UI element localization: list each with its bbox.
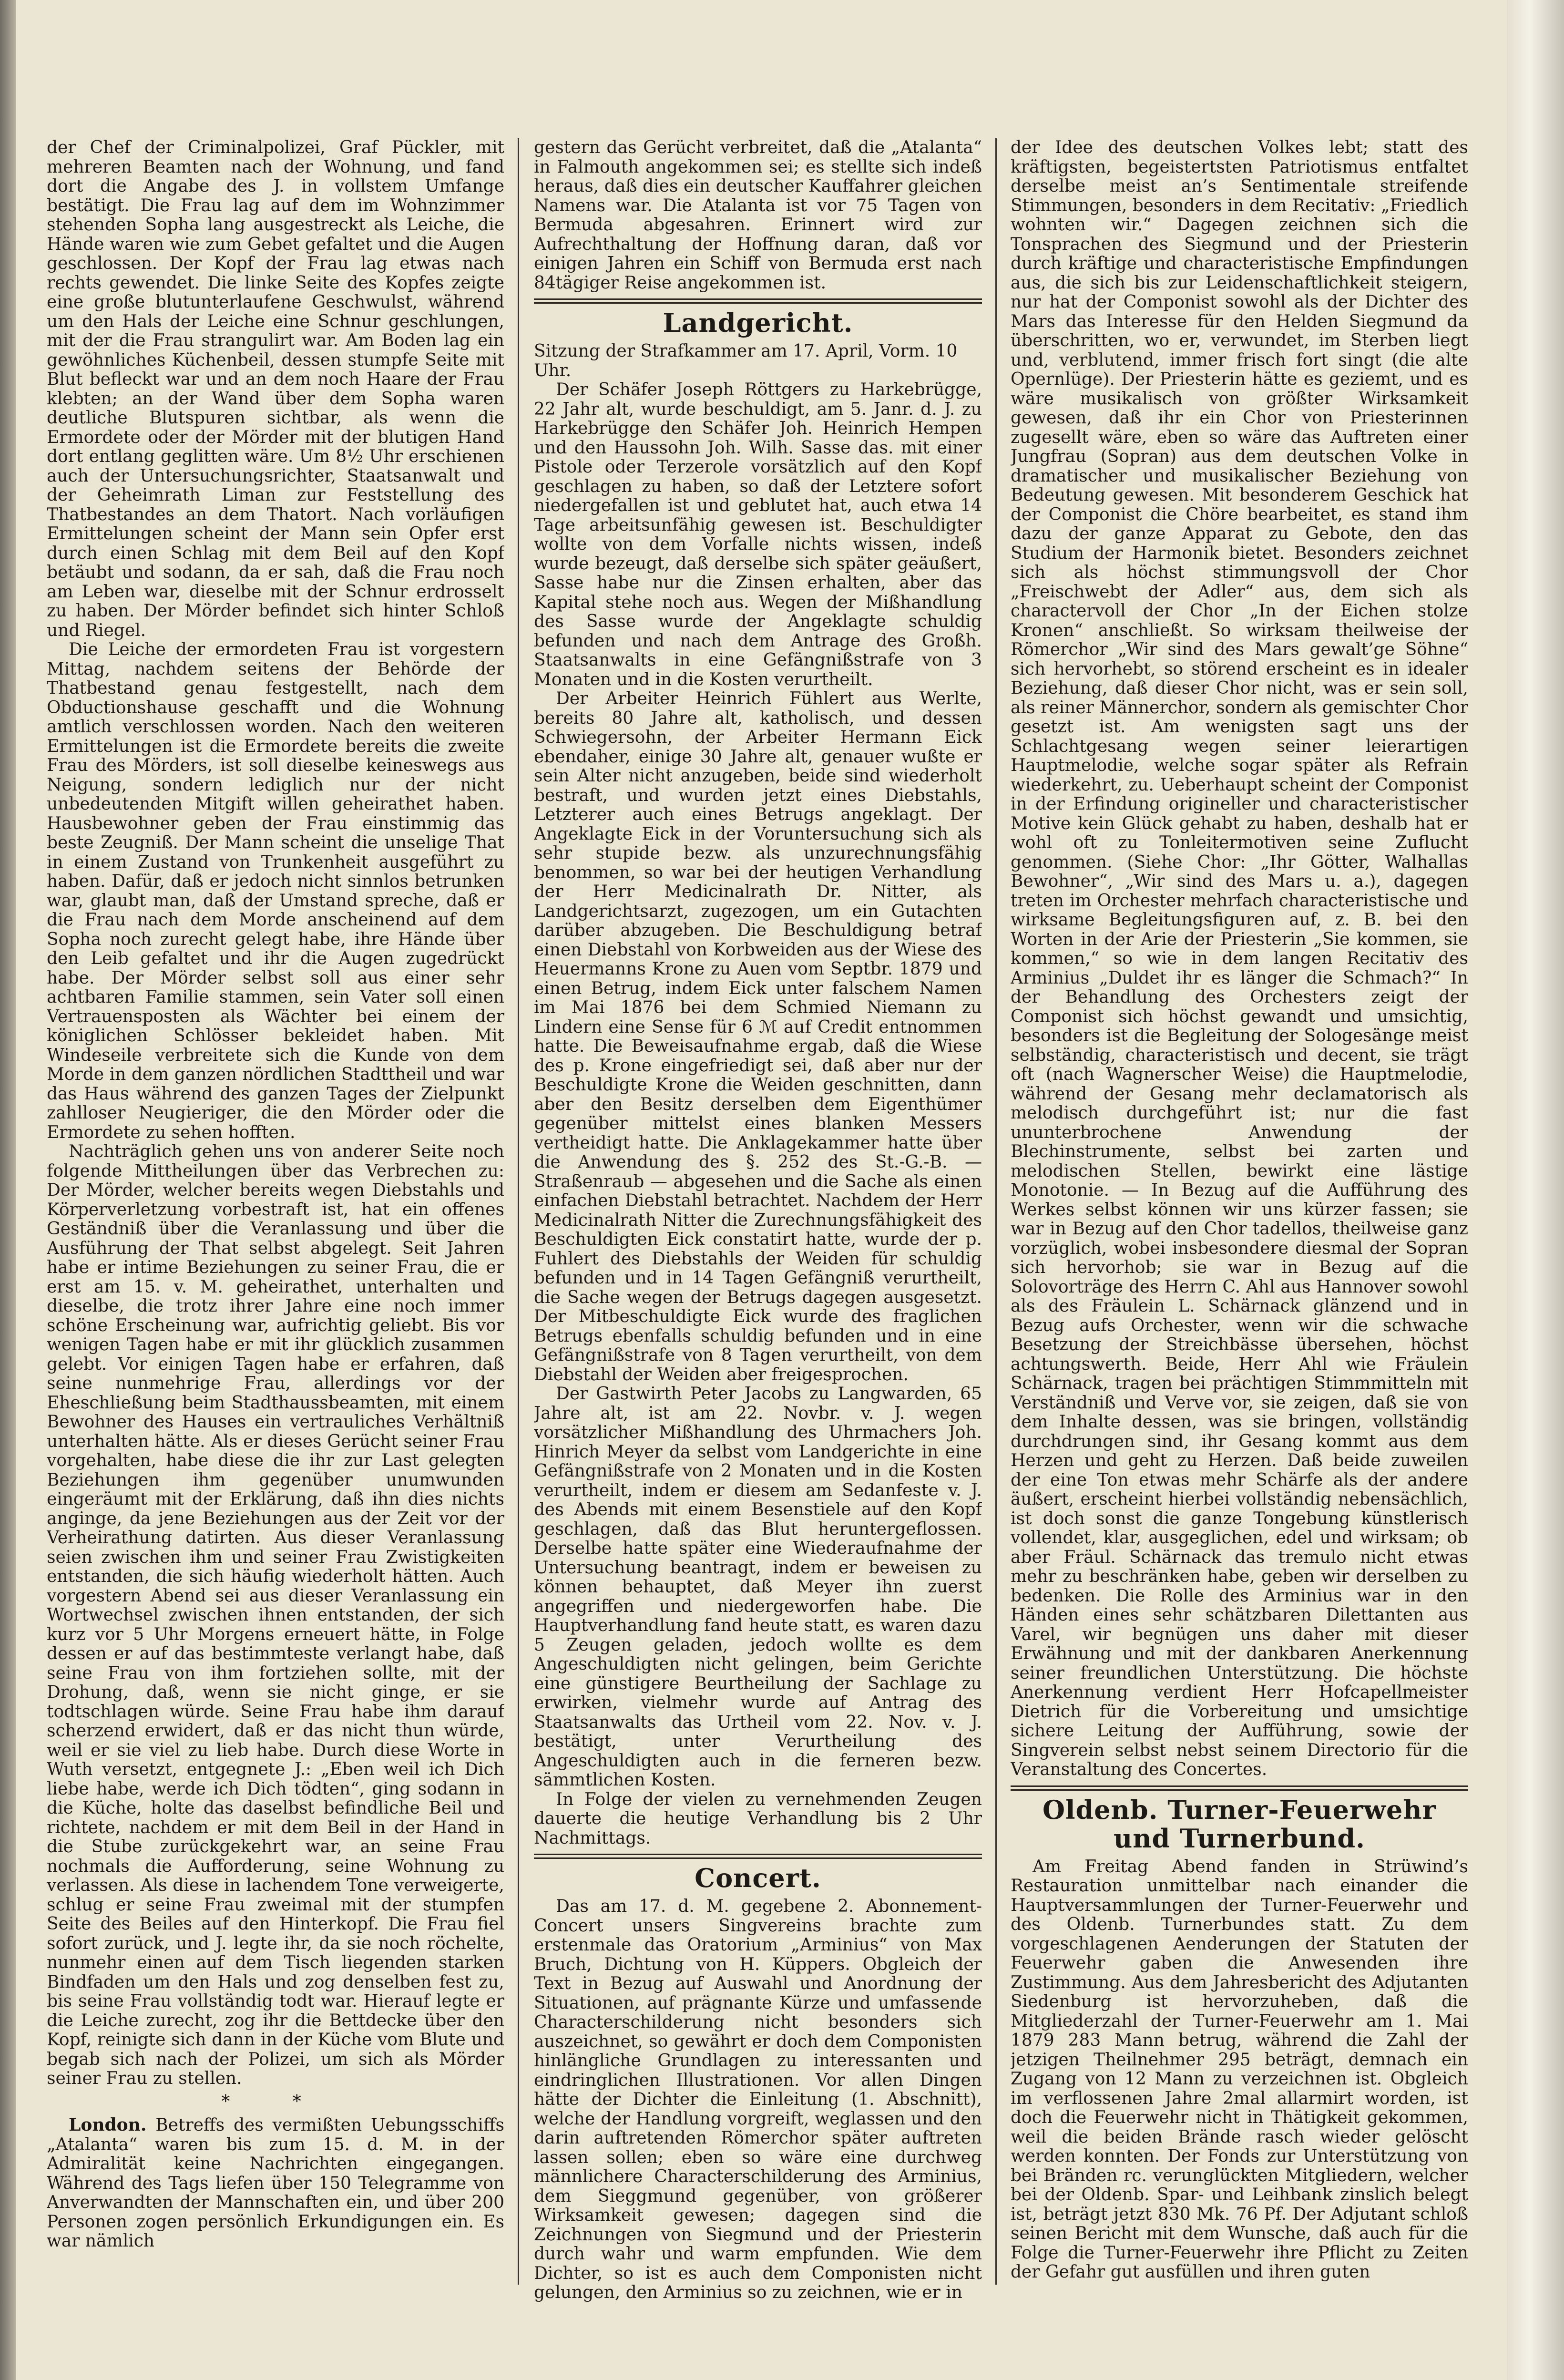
column-3 — [1011, 138, 1468, 2342]
article-paragraph: Der Schäfer Joseph Röttgers zu Harkebrügge, 22 Jahr alt, wurde beschuldigt, am 5. Janr. d. J. zu Harkebrügge den Schäfer Joh. Heinrich Hempen und den Haussohn Joh. Wilh. Sasse das. mit einer Pistole oder Terzerole vorsätzlich auf den Kopf geschlagen zu haben, so daß der Letztere sofort niedergefallen ist und geblutet hat, auch etwa 14 Tage arbeitsunfähig gewesen ist. Beschuldigter wollte von dem Vorfalle nichts wissen, indeß wurde bezeugt, daß derselbe sich später geäußert, Sasse habe nur die Zinsen erhalten, aber das Kapital stehe noch aus. Wegen der Mißhandlung des Sasse wurde der Angeklagte schuldig befunden und nach dem Antrage des Großh. Staatsanwalts in eine Gefängnißstrafe von 3 Monaten und in die Kosten verurtheilt. — [534, 380, 982, 689]
london-label: London. — [69, 2115, 147, 2135]
concert-heading: Concert. — [695, 1863, 821, 1893]
article-paragraph: Nachträglich gehen uns von anderer Seite noch folgende Mittheilungen über das Verbrechen zu: Der Mörder, welcher bereits wegen Diebstahls und Körperverletzung vorbestraft ist, hat ein offenes Geständniß über die Veranlassung und über die Ausführung der That selbst abgelegt. Seit Jahren habe er intime Beziehungen zu seiner Frau, die er erst am 15. v. M. geheirathet, unterhalten und dieselbe, die trotz ihrer Jahre eine noch immer schöne Erscheinung war, aufrichtig geliebt. Bis vor wenigen Tagen habe er mit ihr glücklich zusammen gelebt. Vor einigen Tagen habe er erfahren, daß seine nunmehrige Frau, allerdings vor der Eheschließung beim Stadthaussbeamten, mit einem Bewohner des Hauses ein vertrauliches Verhältniß unterhalten hätte. Als er dieses Gerücht seiner Frau vorgehalten, habe diese die ihr zur Last gelegten Beziehungen ihm gegenüber unumwunden eingeräumt mit der Erklärung, daß ihn dies nichts anginge, da jene Beziehungen aus der Zeit vor der Verheirathung datirten. Aus dieser Veranlassung seien zwischen ihm und seiner Frau Zwistigkeiten entstanden, die sich häufig wiederholt hätten. Auch vorgestern Abend sei aus dieser Veranlassung ein Wortwechsel zwischen ihnen entstanden, der sich kurz vor 5 Uhr Morgens erneuert hätte, in Folge dessen er auf das bestimmteste verlangt habe, daß seine Frau von ihm fortziehen sollte, mit der Drohung, daß, wenn sie nicht ginge, er sie todtschlagen würde. Seine Frau habe ihm darauf scherzend erwidert, daß er das nicht thun würde, weil er sie viel zu lieb habe. Durch diese Worte in Wuth versetzt, entgegnete J.: „Eben weil ich Dich liebe habe, werde ich Dich tödten“, ging sodann in die Küche, holte das daselbst befindliche Beil und richtete, nachdem er mit dem Beil in der Hand in die Stube zurückgekehrt war, an seine Frau nochmals die Aufforderung, seine Wohnung zu verlassen. Als diese in lachendem Tone verweigerte, schlug er seine Frau zweimal mit der stumpfen Seite des Beiles auf den Hinterkopf. Die Frau fiel sofort zurück, und J. legte ihr, da sie noch röchelte, nunmehr einen auf dem Tisch liegenden starken Bindfaden um den Hals und zog denselben fest zu, bis seine Frau vollständig todt war. Hierauf legte er die Leiche zurecht, zog ihr die Bettdecke über den Kopf, reinigte sich dann in der Küche vom Blute und begab sich nach der Polizei, um sich als Mörder seiner Frau zu stellen. — [47, 1142, 504, 2088]
page-edge-right — [1507, 0, 1564, 2380]
section-rule — [534, 298, 982, 304]
article-paragraph: Das am 17. d. M. gegebene 2. Abonnement-Concert unsers Singvereins brachte zum erstenmale das Oratorium „Arminius“ von Max Bruch, Dichtung von H. Küppers. Obgleich der Text in Bezug auf Auswahl und Anordnung der Situationen, auf prägnante Kürze und umfassende Characterschilderung nicht besonders sich auszeichnet, so gewährt er doch dem Componisten hinlängliche Grundlagen zu interessanten und eindringlichen Illustrationen. Vor allen Dingen hätte der Dichter die Einleitung (1. Abschnitt), welche der Handlung vorgreift, weglassen und den darin auftretenden Römerchor später auftreten lassen sollen; eben so wäre eine durchweg männlichere Characterschilderung des Arminius, dem Sieggmund gegenüber, von größerer Wirksamkeit gewesen; dagegen sind die Zeichnungen von Siegmund und der Priesterin durch wahr und warm empfunden. Wie dem Dichter, so ist es auch dem Componisten nicht gelungen, den Arminius so zu zeichnen, wie er in — [534, 1897, 982, 2302]
turner-heading: Oldenb. Turner-Feuerwehr und Turnerbund. — [1042, 1794, 1437, 1854]
landgericht-heading: Landgericht. — [663, 308, 853, 338]
section-separator: * * — [221, 2092, 330, 2112]
london-text: Betreffs des vermißten Uebungsschiffs „Atalanta“ waren bis zum 15. d. M. in der Admiralität keine Nachrichten eingegangen. Während des Tags liefen über 150 Telegramme von Anverwandten der Mannschaften ein, und über 200 Personen zogen persönlich Erkundigungen ein. Es war nämlich — [47, 2115, 504, 2251]
column-2 — [534, 138, 982, 2342]
article-paragraph: gestern das Gerücht verbreitet, daß die „Atalanta“ in Falmouth angekommen sei; es stellte sich indeß heraus, daß dies ein deutscher Kauffahrer gleichen Namens war. Die Atalanta ist vor 75 Tagen von Bermuda abgesahren. Erinnert wird zur Aufrechthaltung der Hoffnung daran, daß vor einigen Jahren ein Schiff von Bermuda erst nach 84tägiger Reise angekommen ist. — [534, 138, 982, 293]
page-edge-left — [0, 0, 16, 2380]
column-rule-1 — [518, 138, 519, 2285]
article-paragraph: Am Freitag Abend fanden in Strüwind’s Restauration unmittelbar nach einander die Hauptversammlungen der Turner-Feuerwehr und des Oldenb. Turnerbundes statt. Zu dem vorgeschlagenen Aenderungen der Statuten der Feuerwehr gaben die Anwesenden ihre Zustimmung. Aus dem Jahresbericht des Adjutanten Siedenburg ist hervorzuheben, daß die Mitgliederzahl der Turner-Feuerwehr am 1. Mai 1879 283 Mann betrug, während die Zahl der jetzigen Theilnehmer 295 beträgt, demnach ein Zugang von 12 Mann zu verzeichnen ist. Obgleich im verflossenen Jahre 2mal allarmirt worden, ist doch die Feuerwehr nicht in Thätigkeit gekommen, weil die beiden Brände rasch wieder gelöscht werden konnten. Der Fonds zur Unterstützung von bei Bränden rc. verunglückten Mitgliedern, welcher bei der Oldenb. Spar- und Leihbank zinslich belegt ist, beträgt jetzt 830 Mk. 76 Pf. Der Adjutant schloß seinen Bericht mit dem Wunsche, daß auch für die Folge die Turner-Feuerwehr ihre Pflicht zu Zeiten der Gefahr gut ausfüllen und ihren guten — [1011, 1857, 1468, 2282]
section-rule — [1011, 1785, 1468, 1791]
section-rule — [534, 1854, 982, 1859]
article-paragraph: In Folge der vielen zu vernehmenden Zeugen dauerte die heutige Verhandlung bis 2 Uhr Nachmittags. — [534, 1789, 982, 1848]
article-paragraph: der Idee des deutschen Volkes lebt; statt des kräftigsten, begeistertsten Patriotismus entfaltet derselbe meist an’s Sentimentale streifende Stimmungen, besonders in dem Recitativ: „Friedlich wohnten wir.“ Dagegen zeichnen sich die Tonsprachen des Siegmund und der Priesterin durch kräftige und characteristische Empfindungen aus, die sich bis zur Leidenschaftlichkeit steigern, nur hat der Componist sowohl als der Dichter des Mars das Interesse für den Helden Siegmund da überschritten, wo er, verwundet, im Sterben liegt und, verblutend, immer frisch fort singt (die alte Opernlüge). Der Priesterin hätte es geziemt, und es wäre musikalisch von größter Wirksamkeit gewesen, daß ihr ein Chor von Priesterinnen zugesellt wäre, eben so wäre das Auftreten einer Jungfrau (Sopran) aus dem deutschen Volke in dramatischer und musikalischer Beziehung von Bedeutung gewesen. Mit besonderem Geschick hat der Componist die Chöre bearbeitet, es stand ihm dazu der ganze Apparat zu Gebote, den das Studium der Harmonik bietet. Besonders zeichnet sich als höchst stimmungsvoll der Chor „Freischwebt der Adler“ aus, dem sich als charactervoll der Chor „In der Eichen stolze Kronen“ anschließt. So wirksam theilweise der Römerchor „Wir sind des Mars gewalt’ge Söhne“ sich hervorhebt, so störend erscheint es in idealer Beziehung, daß dieser Chor nicht, was er sein soll, als reiner Männerchor, sondern als gemischter Chor gesetzt ist. Am wenigsten sagt uns der Schlachtgesang wegen seiner leierartigen Hauptmelodie, welche sogar später als Refrain wiederkehrt, zu. Ueberhaupt scheint der Componist in der Erfindung origineller und characteristischer Motive kein Glück gehabt zu haben, deshalb hat er wohl oft zu Tonleitermotiven seine Zuflucht genommen. (Siehe Chor: „Ihr Götter, Walhallas Bewohner“, „Wir sind des Mars u. a.), dagegen treten im Orchester mehrfach characteristische und wirksame Begleitungsfiguren auf, z. B. bei den Worten in der Arie der Priesterin „Sie kommen, sie kommen,“ so wie in dem langen Recitativ des Arminius „Duldet ihr es länger die Schmach?“ In der Behandlung des Orchesters zeigt der Componist sich höchst gewandt und umsichtig, besonders ist die Begleitung der Sologesänge meist selbständig, characteristisch und decent, sie trägt oft (nach Wagnerscher Weise) die Hauptmelodie, während der Gesang mehr declamatorisch als melodisch durchgeführt ist; nur die fast ununterbrochene Anwendung der Blechinstrumente, selbst bei zarten und melodischen Stellen, bewirkt eine lästige Monotonie. — In Bezug auf die Aufführung des Werkes selbst können wir uns kürzer fassen; sie war in Bezug auf den Chor tadellos, theilweise ganz vorzüglich, wobei insbesondere diesmal der Sopran sich hervorhob; sie war in Bezug auf die Solovorträge des Herrn C. Ahl aus Hannover sowohl als des Fräulein L. Schärnack glänzend und in Bezug aufs Orchester, wenn wir die schwache Besetzung der Streichbässe übersehen, höchst achtungswerth. Beide, Herr Ahl wie Fräulein Schärnack, tragen bei prächtigen Stimmmitteln mit Verständniß und Verve vor, sie zeigen, daß sie von dem Inhalte dessen, was sie bringen, vollständig durchdrungen sind, ihr Gesang kommt aus dem Herzen und geht zu Herzen. Daß beide zuweilen der eine Ton etwas mehr Schärfe als der andere äußert, erscheint hierbei vollständig nebensächlich, ist doch sonst die ganze Tongebung künstlerisch vollendet, klar, ausgeglichen, edel und wirksam; ob aber Fräul. Schärnack das tremulo nicht etwas mehr zu beschränken habe, geben wir derselben zu bedenken. Die Rolle des Arminius war in den Händen eines sehr schätzbaren Dilettanten aus Varel, wir begnügen uns daher mit dieser Erwähnung und mit der dankbaren Anerkennung seiner freundlichen Unterstützung. Die höchste Anerkennung verdient Herr Hofcapellmeister Dietrich für die Vorbereitung und umsichtige sichere Leitung der Aufführung, sowie der Singverein selbst nebst seinem Directorio für die Veranstaltung des Concertes. — [1011, 138, 1468, 1779]
article-paragraph: Der Gastwirth Peter Jacobs zu Langwarden, 65 Jahre alt, ist am 22. Novbr. v. J. wegen vorsätzlicher Mißhandlung des Uhrmachers Joh. Hinrich Meyer da selbst vom Landgerichte in eine Gefängnißstrafe von 2 Monaten und in die Kosten verurtheilt, indem er diesem am Sedanfeste v. J. des Abends mit einem Besenstiele auf den Kopf geschlagen, daß das Blut heruntergeflossen. Derselbe hatte später eine Wiederaufnahme der Untersuchung beantragt, indem er beweisen zu können behauptet, daß Meyer ihn zuerst angegriffen und niedergeworfen habe. Die Hauptverhandlung fand heute statt, es waren dazu 5 Zeugen geladen, jedoch wollte es dem Angeschuldigten nicht gelingen, beim Gerichte eine günstigere Beurtheilung der Sachlage zu erwirken, vielmehr wurde auf Antrag des Staatsanwalts das Urtheil vom 22. Nov. v. J. bestätigt, unter Verurtheilung des Angeschuldigten auch in die ferneren bezw. sämmtlichen Kosten. — [534, 1384, 982, 1790]
article-paragraph: Der Arbeiter Heinrich Fühlert aus Werlte, bereits 80 Jahre alt, katholisch, und dessen Schwiegersohn, der Arbeiter Hermann Eick ebendaher, einige 30 Jahre alt, genauer wußte er sein Alter nicht anzugeben, beide sind wiederholt bestraft, und wurden jetzt eines Diebstahls, Letzterer auch eines Betrugs angeklagt. Der Angeklagte Eick in der Voruntersuchung sich als sehr stupide bezw. als unzurechnungsfähig benommen, so war bei der heutigen Verhandlung der Herr Medicinalrath Dr. Nitter, als Landgerichtsarzt, zugezogen, um ein Gutachten darüber abzugeben. Die Beschuldigung betraf einen Diebstahl von Korbweiden aus der Wiese des Heuermanns Krone zu Auen vom Septbr. 1879 und einen Betrug, indem Eick unter falschem Namen im Mai 1876 bei dem Schmied Niemann zu Lindern eine Sense für 6 ℳ auf Credit entnommen hatte. Die Beweisaufnahme ergab, daß die Wiese des p. Krone eingefriedigt sei, daß aber nur der Beschuldigte Krone die Weiden geschnitten, dann aber den Besitz derselben dem Eigenthümer gegenüber mittelst eines blanken Messers vertheidigt hatte. Die Anklagekammer hatte über die Anwendung des §. 252 des St.-G.-B. — Straßenraub — abgesehen und die Sache als einen einfachen Diebstahl betrachtet. Nachdem der Herr Medicinalrath Nitter die Zurechnungsfähigkeit des Beschuldigten Eick constatirt hatte, wurde der p. Fuhlert des Diebstahls der Weiden für schuldig befunden und in 14 Tagen Gefängniß verurtheilt, die Sache wegen der Betrugs dagegen ausgesetzt. Der Mitbeschuldigte Eick wurde des fraglichen Betrugs ebenfalls schuldig befunden und in eine Gefängnißstrafe von 8 Tagen verurtheilt, von dem Diebstahl der Weiden aber freigesprochen. — [534, 689, 982, 1385]
column-1 — [47, 138, 504, 2342]
column-rule-2 — [995, 138, 997, 2285]
london-paragraph — [47, 2115, 504, 2251]
article-paragraph: Die Leiche der ermordeten Frau ist vorgestern Mittag, nachdem seitens der Behörde der Thatbestand genau festgestellt, nach dem Obductionshause geschafft und die Wohnung amtlich verschlossen worden. Nach den weiteren Ermittelungen ist die Ermordete bereits die zweite Frau des Mörders, ist soll dieselbe keineswegs aus Neigung, sondern lediglich nur der nicht unbedeutenden Mitgift willen geheirathet haben. Hausbewohner geben der Frau einstimmig das beste Zeugniß. Der Mann scheint die unselige That in einem Zustand von Trunkenheit ausgeführt zu haben. Dafür, daß er jedoch nicht sinnlos betrunken war, glaubt man, daß der Umstand spreche, daß er die Frau nach dem Morde anscheinend auf dem Sopha noch zurecht gelegt habe, ihre Hände über den Leib gefaltet und ihr die Augen zugedrückt habe. Der Mörder selbst soll aus einer sehr achtbaren Familie stammen, sein Vater soll einen Vertrauensposten als Wächter bei einem der königlichen Schlösser bekleidet haben. Mit Windeseile verbreitete sich die Kunde von dem Morde in dem ganzen nördlichen Stadttheil und war das Haus während des ganzen Tages der Zielpunkt zahlloser Neugieriger, die den Mörder oder die Ermordete zu sehen hofften. — [47, 640, 504, 1142]
landgericht-subtitle: Sitzung der Strafkammer am 17. April, Vorm. 10 Uhr. — [534, 341, 958, 380]
newspaper-page — [16, 0, 1507, 2380]
article-paragraph: der Chef der Criminalpolizei, Graf Pückler, mit mehreren Beamten nach der Wohnung, und fand dort die Angabe des J. in vollstem Umfange bestätigt. Die Frau lag auf dem im Wohnzimmer stehenden Sopha lang ausgestreckt als Leiche, die Hände waren wie zum Gebet gefaltet und die Augen geschlossen. Der Kopf der Frau lag etwas nach rechts gewendet. Die linke Seite des Kopfes zeigte eine große blutunterlaufene Geschwulst, während um den Hals der Leiche eine Schnur geschlungen, mit der die Frau strangulirt war. Am Boden lag ein gewöhnliches Küchenbeil, dessen stumpfe Seite mit Blut befleckt war und an dem noch Haare der Frau klebten; an der Wand über dem Sopha waren deutliche Blutspuren sichtbar, als wenn die Ermordete oder der Mörder mit der blutigen Hand dort entlang geglitten wäre. Um 8½ Uhr erschienen auch der Untersuchungsrichter, Staatsanwalt und der Geheimrath Liman zur Feststellung des Thatbestandes an dem Thatort. Nach vorläufigen Ermittelungen scheint der Mann sein Opfer erst durch einen Schlag mit dem Beil auf den Kopf betäubt und sodann, da er sah, daß die Frau noch am Leben war, dieselbe mit der Schnur erdrosselt zu haben. Der Mörder befindet sich hinter Schloß und Riegel. — [47, 138, 504, 640]
